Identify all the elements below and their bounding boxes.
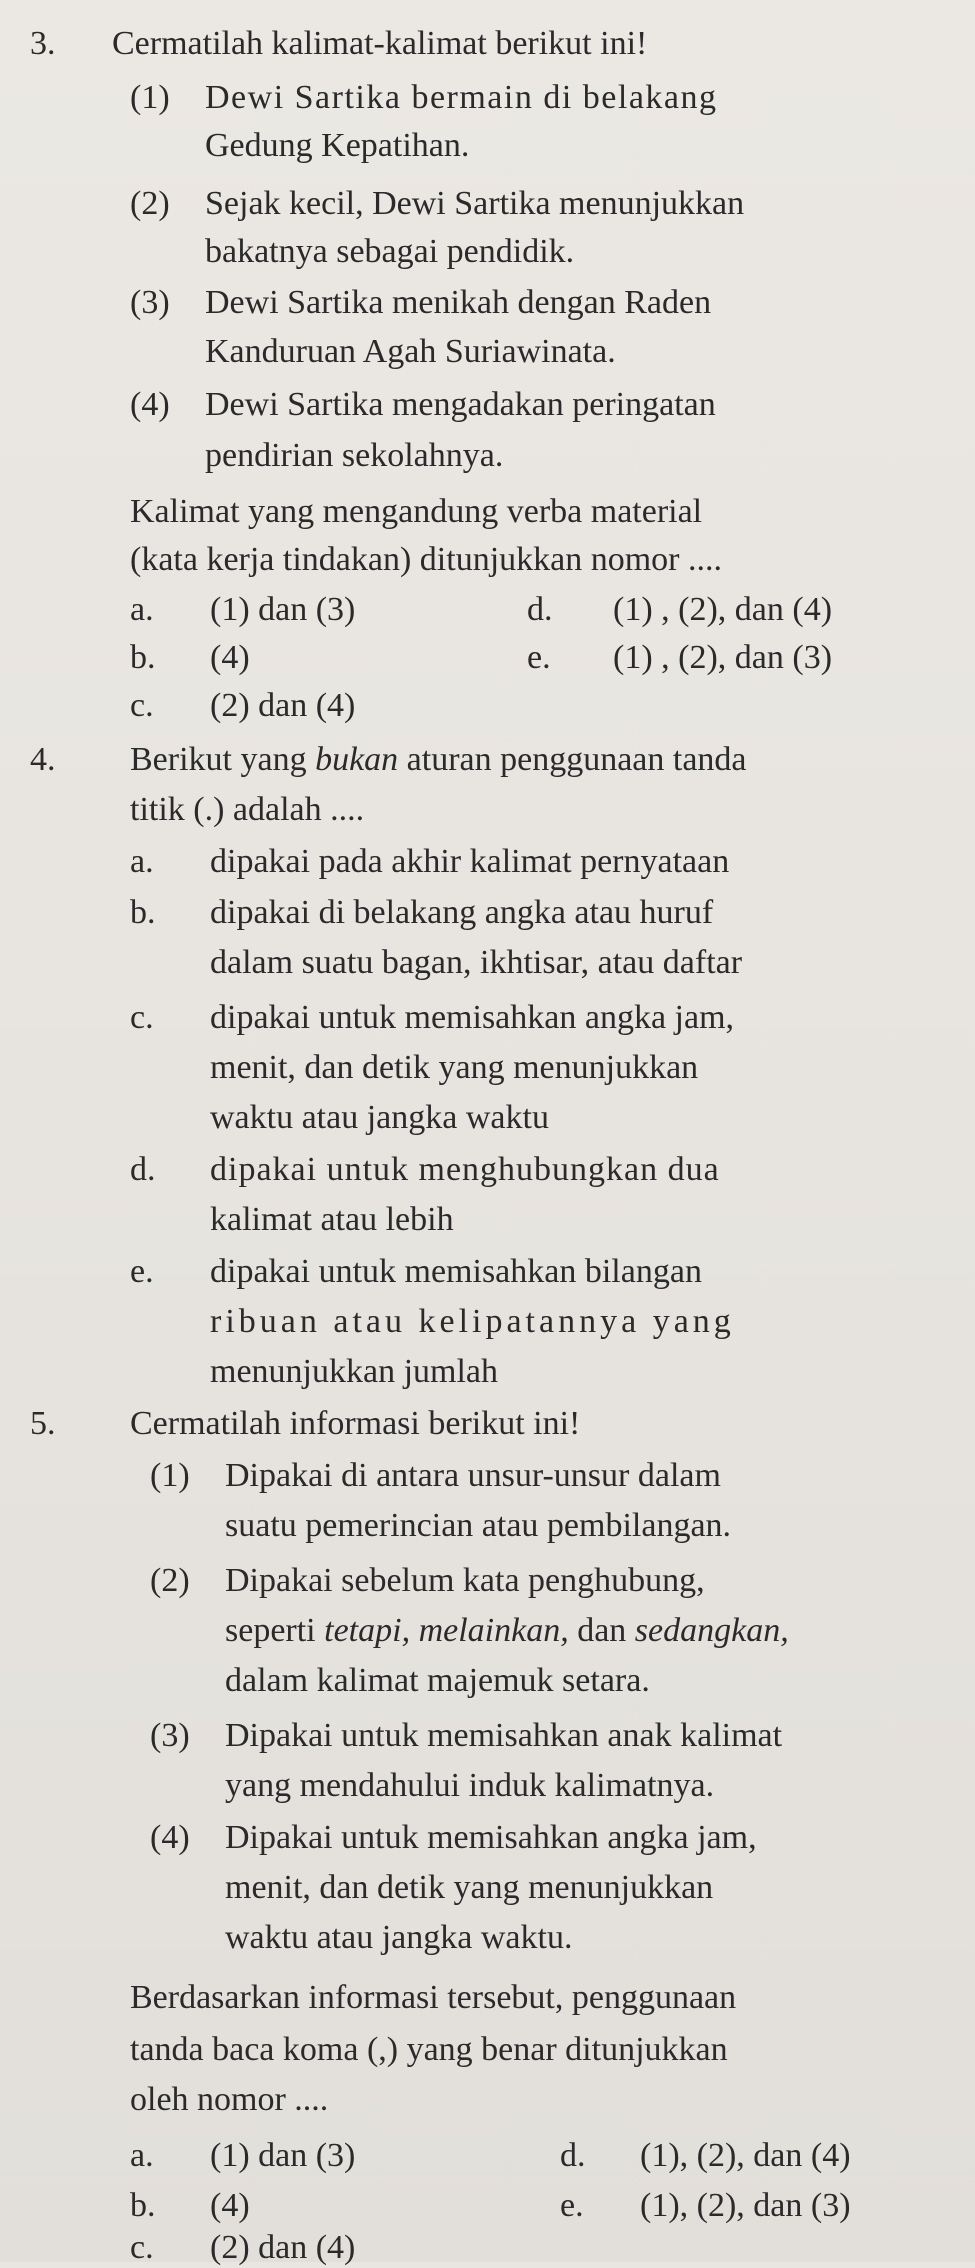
stem-text: Berikut yang: [130, 741, 316, 778]
stem-text: aturan penggunaan tanda: [398, 741, 747, 778]
item-text: dalam kalimat majemuk setara.: [225, 1662, 650, 1699]
item-text: Dewi Sartika bermain di belakang: [205, 79, 718, 116]
option-letter: b.: [130, 894, 156, 931]
option-d[interactable]: (1), (2), dan (4): [640, 2137, 851, 2174]
question-prompt: Berdasarkan informasi tersebut, penggunaan: [130, 1979, 737, 2016]
item-text-emphasis: sedangkan,: [634, 1612, 789, 1649]
option-c[interactable]: (2) dan (4): [210, 2229, 356, 2266]
question-prompt: (kata kerja tindakan) ditunjukkan nomor ....: [130, 541, 722, 578]
item-number: (1): [150, 1457, 190, 1494]
item-text: Dipakai di antara unsur-unsur dalam: [225, 1457, 721, 1494]
item-number: (4): [150, 1819, 190, 1856]
item-text: suatu pemerincian atau pembilangan.: [225, 1507, 732, 1544]
item-text: Dipakai untuk memisahkan angka jam,: [225, 1819, 757, 1856]
item-text: yang mendahului induk kalimatnya.: [225, 1767, 715, 1804]
item-text: Sejak kecil, Dewi Sartika menunjukkan: [205, 185, 745, 222]
option-a[interactable]: (1) dan (3): [210, 591, 356, 628]
item-text: Dipakai sebelum kata penghubung,: [225, 1562, 705, 1599]
item-number: (3): [130, 284, 170, 321]
option-c-continued[interactable]: menit, dan detik yang menunjukkan: [210, 1049, 699, 1086]
option-e[interactable]: (1), (2), dan (3): [640, 2187, 851, 2224]
option-d-continued[interactable]: kalimat atau lebih: [210, 1201, 454, 1238]
item-text: [225, 1611, 789, 1651]
question-stem: Cermatilah kalimat-kalimat berikut ini!: [112, 25, 648, 62]
option-e[interactable]: (1) , (2), dan (3): [613, 639, 833, 676]
stem-emphasis: bukan: [315, 741, 399, 778]
option-e-continued[interactable]: ribuan atau kelipatannya yang: [210, 1303, 735, 1340]
question-stem: [130, 740, 747, 780]
item-text: menit, dan detik yang menunjukkan: [225, 1869, 714, 1906]
option-letter: d.: [560, 2137, 586, 2174]
option-d[interactable]: (1) , (2), dan (4): [613, 591, 833, 628]
item-text: Dipakai untuk memisahkan anak kalimat: [225, 1717, 783, 1754]
question-prompt: Kalimat yang mengandung verba material: [130, 493, 703, 530]
option-a[interactable]: (1) dan (3): [210, 2137, 356, 2174]
question-stem: titik (.) adalah ....: [130, 791, 365, 828]
option-letter: a.: [130, 591, 154, 628]
option-c[interactable]: dipakai untuk memisahkan angka jam,: [210, 999, 735, 1036]
item-text: waktu atau jangka waktu.: [225, 1919, 573, 1956]
item-text: pendirian sekolahnya.: [205, 437, 504, 474]
option-c-continued[interactable]: waktu atau jangka waktu: [210, 1099, 549, 1136]
item-number: (4): [130, 386, 170, 423]
item-text: Dewi Sartika mengadakan peringatan: [205, 386, 716, 423]
item-text: Kanduruan Agah Suriawinata.: [205, 333, 616, 370]
option-b-continued[interactable]: dalam suatu bagan, ikhtisar, atau daftar: [210, 944, 743, 981]
option-e-continued[interactable]: menunjukkan jumlah: [210, 1353, 499, 1390]
item-text: Dewi Sartika menikah dengan Raden: [205, 284, 712, 321]
item-number: (1): [130, 79, 170, 116]
item-number: (2): [150, 1562, 190, 1599]
option-letter: d.: [130, 1151, 156, 1188]
item-text-part: dan: [568, 1612, 635, 1649]
question-stem: Cermatilah informasi berikut ini!: [130, 1405, 581, 1442]
item-text: Gedung Kepatihan.: [205, 127, 470, 164]
option-letter: a.: [130, 2137, 154, 2174]
item-text-part: seperti: [225, 1612, 325, 1649]
option-letter: b.: [130, 2187, 156, 2224]
option-c[interactable]: (2) dan (4): [210, 687, 356, 724]
option-a[interactable]: dipakai pada akhir kalimat pernyataan: [210, 843, 730, 880]
question-number: 4.: [30, 741, 56, 778]
option-letter: c.: [130, 687, 154, 724]
item-text: bakatnya sebagai pendidik.: [205, 233, 575, 270]
option-letter: e.: [527, 639, 551, 676]
option-letter: c.: [130, 2229, 154, 2266]
option-b[interactable]: dipakai di belakang angka atau huruf: [210, 894, 714, 931]
item-number: (2): [130, 185, 170, 222]
question-number: 3.: [30, 25, 56, 62]
option-letter: e.: [560, 2187, 584, 2224]
option-letter: d.: [527, 591, 553, 628]
question-prompt: tanda baca koma (,) yang benar ditunjukkan: [130, 2031, 728, 2068]
option-e[interactable]: dipakai untuk memisahkan bilangan: [210, 1253, 702, 1290]
question-number: 5.: [30, 1405, 56, 1442]
item-text-emphasis: tetapi, melainkan,: [324, 1612, 569, 1649]
option-d[interactable]: dipakai untuk menghubungkan dua: [210, 1151, 720, 1188]
item-number: (3): [150, 1717, 190, 1754]
question-prompt: oleh nomor ....: [130, 2081, 329, 2118]
option-b[interactable]: (4): [210, 2187, 250, 2224]
option-letter: a.: [130, 843, 154, 880]
option-letter: b.: [130, 639, 156, 676]
option-b[interactable]: (4): [210, 639, 250, 676]
option-letter: c.: [130, 999, 154, 1036]
option-letter: e.: [130, 1253, 154, 1290]
